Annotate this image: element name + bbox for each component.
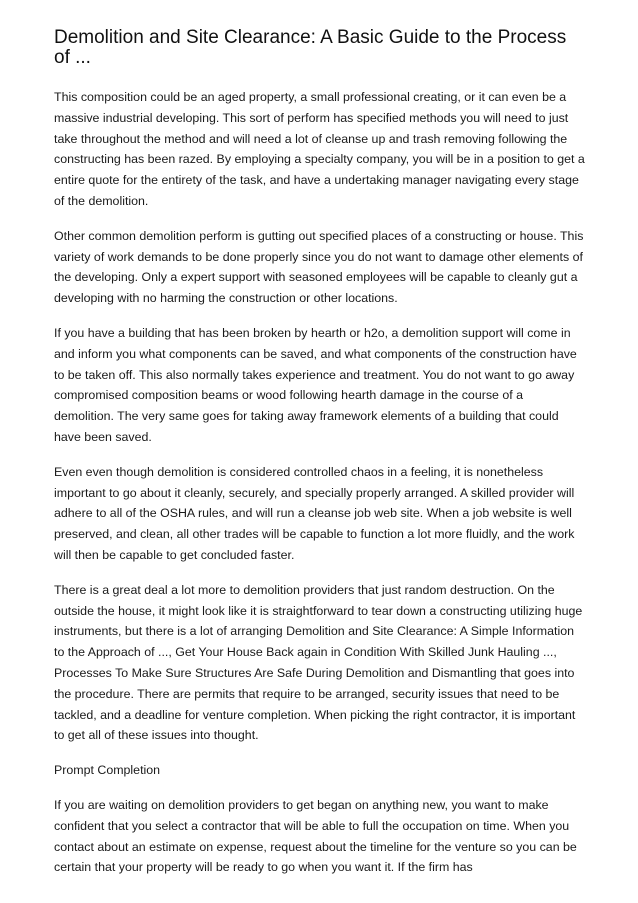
document-page	[54, 28, 586, 892]
paragraph-4: Even even though demolition is considered controlled chaos in a feeling, it is nonetheless important to go about it cleanly, securely, and specially properly arranged. A skilled provider will adhere to all of the OSHA rules, and will run a cleanse job web site. When a job website is well preserved, and clean, all other trades will be capable to function a lot more fluidly, and the work will then be capable to get concluded faster.	[54, 464, 575, 562]
paragraph-6: If you are waiting on demolition providers to get began on anything new, you want to make confident that you select a contractor that will be able to full the occupation on time. When you contact about an estimate on expense, request about the timeline for the venture so you can be certain that your property will be ready to go when you want it. If the firm has	[54, 797, 577, 875]
section-heading-prompt-completion: Prompt Completion	[54, 763, 161, 778]
paragraph-3: If you have a building that has been broken by hearth or h2o, a demolition support will come in and inform you what components can be saved, and what components of the construction have to be taken off. This also normally takes experience and treatment. You do not want to go away compromised composition beams or wood following hearth damage in the course of a demolition. The very same goes for taking away framework elements of a building that could have been saved.	[54, 325, 577, 444]
paragraph-2: Other common demolition perform is gutting out specified places of a constructing or house. This variety of work demands to be done properly since you do not want to damage other elements of the developing. Only a expert support with seasoned employees will be capable to cleanly gut a developing with no harming the construction or other locations.	[54, 228, 584, 306]
document-title: Demolition and Site Clearance: A Basic Guide to the Process of ...	[54, 27, 567, 68]
paragraph-1: This composition could be an aged property, a small professional creating, or it can even be a massive industrial developing. This sort of perform has specified methods you will need to just take throughout the method and will need a lot of cleanse up and trash removing following the constructing has been razed. By employing a specialty company, you will be in a position to get a entire quote for the entirety of the task, and have a undertaking manager navigating every stage of the demolition.	[54, 90, 585, 208]
paragraph-5: There is a great deal a lot more to demolition providers that just random destruction. On the outside the house, it might look like it is straightforward to tear down a constructing utilizing huge instruments, but there is a lot of arranging Demolition and Site Clearance: A Simple Information to the Approach of ..., Get Your House Back again in Condition With Skilled Junk Hauling ..., Processes To Make Sure Structures Are Safe During Demolition and Dismantling that goes into the procedure. There are permits that require to be arranged, security issues that need to be tackled, and a deadline for venture completion. When picking the right contractor, it is important to get all of these issues into thought.	[54, 582, 583, 743]
